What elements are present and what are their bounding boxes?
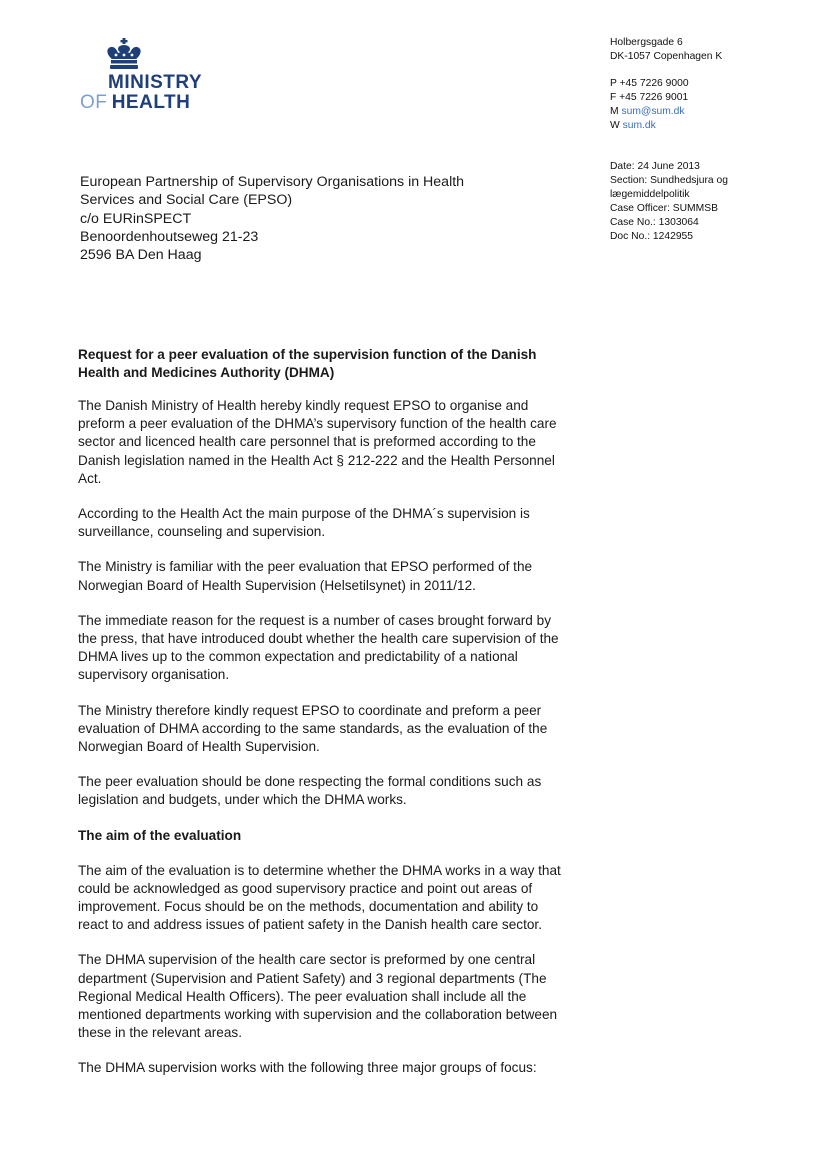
section-paragraph: The DHMA supervision works with the following three major groups of focus:: [78, 1060, 537, 1076]
meta-section: Section: Sundhedsjura og: [610, 175, 728, 186]
meta-case-no: Case No.: 1303064: [610, 217, 699, 228]
address-line: Holbergsgade 6: [610, 37, 683, 48]
email-link[interactable]: sum@sum.dk: [621, 106, 685, 117]
body-paragraph: The Ministry therefore kindly request EPSO to coordinate and preform a peer evaluation of DHMA according to the same standards, as the evaluation of the Norwegian Board of Health Supervision.: [78, 702, 548, 755]
address-line: DK-1057 Copenhagen K: [610, 51, 723, 62]
section-paragraph: The DHMA supervision of the health care sector is preformed by one central department (Supervision and Patient Safety) and 3 regional departments (The Regional Medical Health Officers). The peer evaluation shall include all the mentioned departments working with supervision and the collaboration between these in the relevant areas.: [78, 952, 558, 1041]
web-prefix: W: [610, 120, 620, 131]
phone-number: P +45 7226 9000: [610, 78, 689, 89]
web-line: [610, 119, 689, 133]
section-paragraph: The aim of the evaluation is to determine whether the DHMA works in a way that could be acknowledged as good supervisory practice and point out areas of improvement. Focus should be on the methods, documentation and ability to react to and address issues of patient safety in the Danish health care sector.: [78, 862, 561, 933]
body-paragraph: The Ministry is familiar with the peer evaluation that EPSO performed of the Norwegian Board of Health Supervision (Helsetilsynet) in 2011/12.: [78, 559, 533, 593]
meta-section-cont: lægemiddelpolitik: [610, 189, 690, 200]
recipient-line: Benoordenhoutseweg 21-23: [80, 228, 259, 245]
web-link[interactable]: sum.dk: [622, 120, 656, 131]
body-paragraph: According to the Health Act the main purpose of the DHMA´s supervision is surveillance, counseling and supervision.: [78, 506, 530, 540]
logo-of-health-text: [80, 92, 190, 114]
logo-of-word: OF: [80, 92, 108, 113]
sender-contact: [610, 77, 689, 133]
letter-metadata: [610, 160, 728, 244]
letter-body: [78, 346, 568, 1095]
meta-doc-no: Doc No.: 1242955: [610, 231, 694, 242]
recipient-address: [80, 173, 464, 264]
fax-number: F +45 7226 9001: [610, 92, 689, 103]
email-prefix: M: [610, 106, 619, 117]
recipient-line: Services and Social Care (EPSO): [80, 192, 293, 209]
body-paragraph: The Danish Ministry of Health hereby kindly request EPSO to organise and preform a peer evaluation of the DHMA’s supervisory function of the health care sector and licenced health care personnel that is preformed according to the Danish legislation named in the Health Act § 212-222 and the Health Personnel Act.: [78, 398, 557, 486]
crown-icon: [105, 38, 143, 70]
meta-date: Date: 24 June 2013: [610, 161, 700, 172]
recipient-line: c/o EURinSPECT: [80, 210, 192, 227]
section-heading: The aim of the evaluation: [78, 827, 242, 843]
logo-health-word: HEALTH: [111, 92, 191, 113]
sender-address: [610, 36, 722, 64]
body-paragraph: The immediate reason for the request is a number of cases brought forward by the press, that have introduced doubt whether the health care supervision of the DHMA lives up to the common expectation and predictability of a national supervisory organisation.: [78, 612, 559, 683]
body-paragraph: The peer evaluation should be done respecting the formal conditions such as legislation and budgets, under which the DHMA works.: [78, 774, 542, 808]
letter-title: Request for a peer evaluation of the supervision function of the Danish Health and Medicines Authority (DHMA): [78, 347, 537, 380]
recipient-line: 2596 BA Den Haag: [80, 247, 202, 264]
recipient-line: European Partnership of Supervisory Organisations in Health: [80, 174, 465, 190]
logo-ministry-text: MINISTRY: [108, 72, 203, 93]
email-line: [610, 105, 689, 119]
meta-case-officer: Case Officer: SUMMSB: [610, 203, 718, 214]
